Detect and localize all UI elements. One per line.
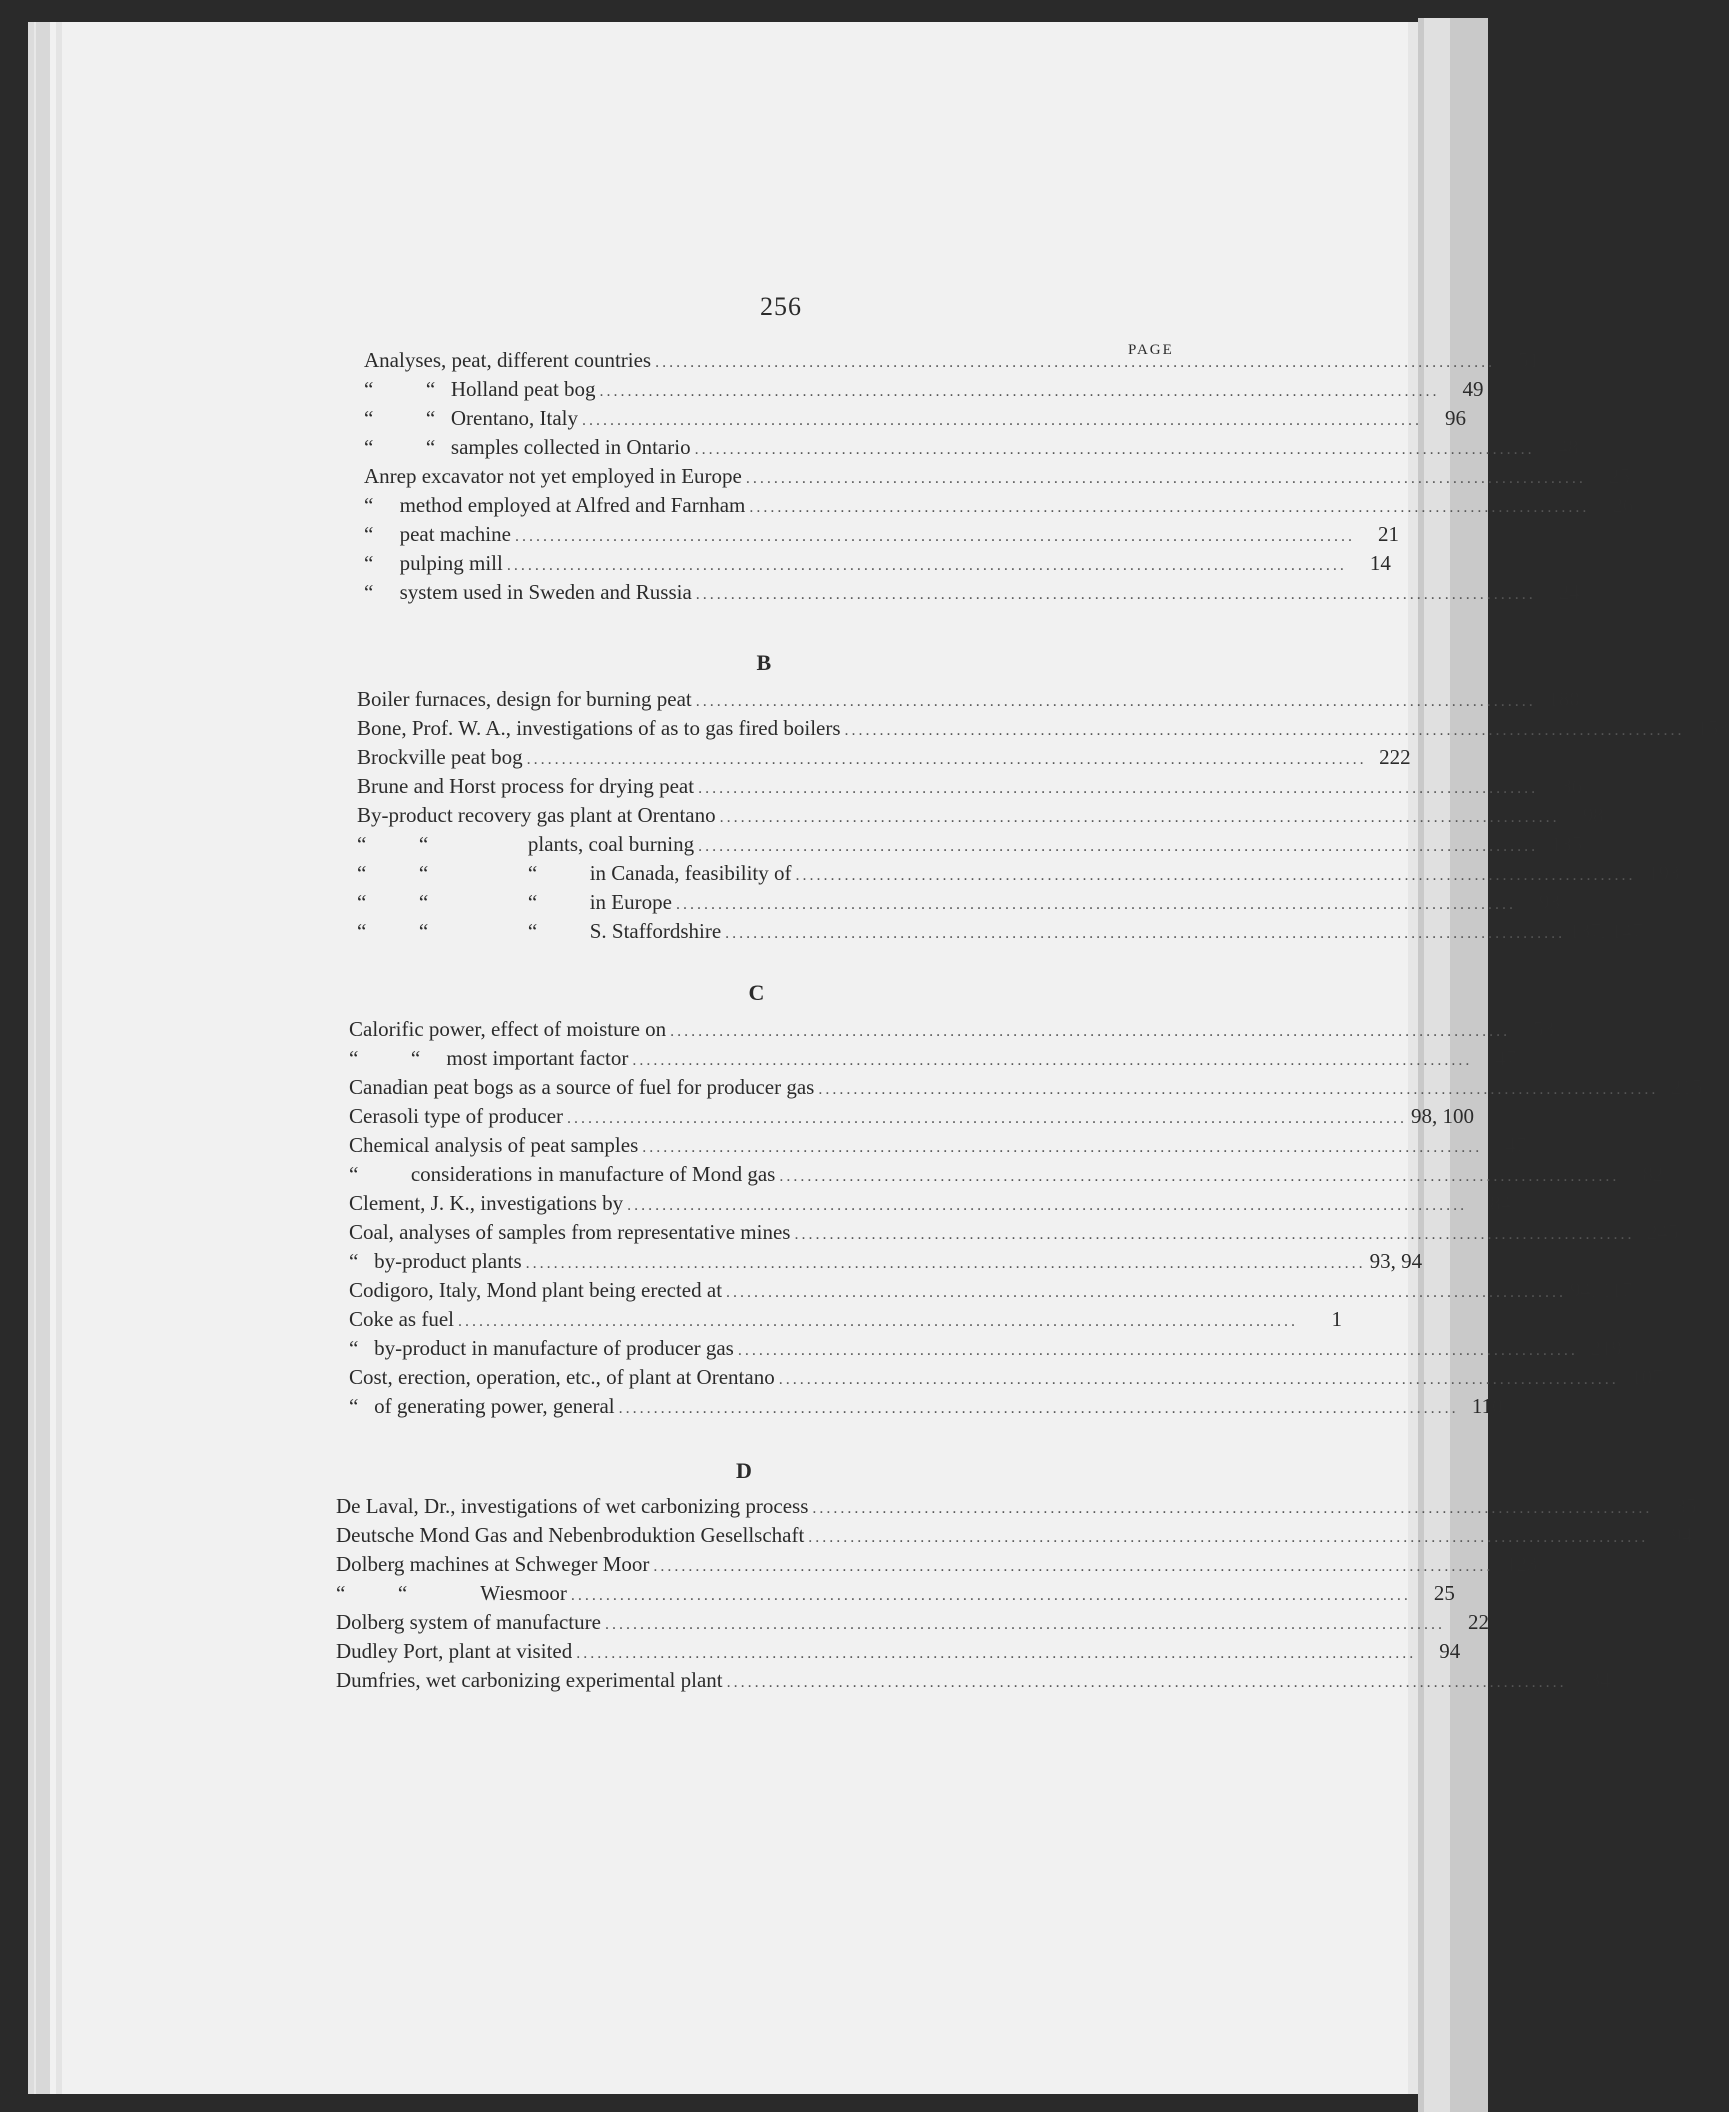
dot-leader: ........................................................................................................................ xyxy=(794,1226,1635,1243)
index-entry xyxy=(357,745,1411,771)
entry-page: 215 xyxy=(1670,1075,1703,1099)
dot-leader: ........................................................................................................................ xyxy=(604,1616,1445,1633)
dot-leader: ........................................................................................................................ xyxy=(726,1674,1567,1691)
dot-leader: ........................................................................................................................ xyxy=(576,1645,1417,1662)
index-entry xyxy=(349,1278,1633,1304)
entry-page: 53 xyxy=(1533,1017,1555,1041)
index-entry xyxy=(349,1249,1423,1275)
entry-text: Dumfries, wet carbonizing experimental plant xyxy=(336,1668,723,1692)
dot-leader: ........................................................................................................................ xyxy=(695,693,1536,710)
entry-page: 21 xyxy=(1377,522,1399,546)
index-entry xyxy=(357,861,1680,887)
index-entry xyxy=(364,493,1634,519)
index-entry xyxy=(357,687,1580,713)
dot-leader: ........................................................................................................................ xyxy=(514,528,1355,545)
entry-text: “ “ most important factor xyxy=(349,1046,629,1070)
entry-page: 1 xyxy=(1331,1307,1342,1331)
index-entry xyxy=(349,1133,1527,1159)
index-entry xyxy=(364,580,1580,606)
dot-leader: ........................................................................................................................ xyxy=(567,1110,1408,1127)
entry-text: “ of generating power, general xyxy=(349,1394,615,1418)
entry-page: 94 xyxy=(1439,1639,1461,1663)
dot-leader: ........................................................................................................................ xyxy=(655,354,1496,371)
entry-page: 47 xyxy=(1495,1046,1517,1070)
entry-text: “ system used in Sweden and Russia xyxy=(364,580,692,604)
entry-text: Clement, J. K., investigations by xyxy=(349,1191,624,1215)
dot-leader: ........................................................................................................................ xyxy=(582,412,1423,429)
dot-leader: ........................................................................................................................ xyxy=(698,838,1539,855)
entry-page: 222 xyxy=(1379,745,1411,769)
entry-text: Dolberg system of manufacture xyxy=(336,1610,601,1634)
index-entry xyxy=(336,1639,1461,1665)
page-edge-left-inner xyxy=(56,22,62,2094)
entry-text: Deutsche Mond Gas and Nebenbroduktion Gesellschaft xyxy=(336,1523,805,1547)
index-entry xyxy=(349,1017,1555,1043)
entry-text: Dudley Port, plant at visited xyxy=(336,1639,573,1663)
dot-leader: ........................................................................................................................ xyxy=(726,1284,1567,1301)
entry-text: Chemical analysis of peat samples xyxy=(349,1133,639,1157)
entry-text: Bone, Prof. W. A., investigations of as to gas fired boilers xyxy=(357,716,841,740)
entry-text: De Laval, Dr., investigations of wet carbonizing process xyxy=(336,1494,809,1518)
dot-leader: ........................................................................................................................ xyxy=(642,1139,1483,1156)
index-entry xyxy=(357,832,1583,858)
dot-leader: ........................................................................................................................ xyxy=(526,751,1367,768)
page-edge-left xyxy=(36,22,50,2094)
index-entry xyxy=(349,1336,1622,1362)
entry-text: Brune and Horst process for drying peat xyxy=(357,774,695,798)
dot-leader: ........................................................................................................................ xyxy=(812,1500,1653,1517)
entry-text: Codigoro, Italy, Mond plant being erected at xyxy=(349,1278,723,1302)
entry-text: “ “ plants, coal burning xyxy=(357,832,695,856)
index-entry xyxy=(364,348,1540,374)
entry-text: By-product recovery gas plant at Orentano xyxy=(357,803,716,827)
entry-text: “ peat machine xyxy=(364,522,511,546)
entry-page: 193 xyxy=(1648,861,1680,885)
entry-text: Brockville peat bog xyxy=(357,745,523,769)
index-entry xyxy=(349,1162,1664,1188)
entry-page: 107 xyxy=(1631,1365,1663,1389)
entry-page: 98, 100 xyxy=(1411,1104,1475,1128)
entry-text: “ “ “ S. Staffordshire xyxy=(357,919,722,943)
entry-text: Dolberg machines at Schweger Moor xyxy=(336,1552,650,1576)
entry-text: Anrep excavator not yet employed in Europe xyxy=(364,464,742,488)
entry-text: “ method employed at Alfred and Farnham xyxy=(364,493,746,517)
dot-leader: ........................................................................................................................ xyxy=(778,1371,1619,1388)
entry-page: 48 xyxy=(1557,435,1579,459)
index-entry xyxy=(349,1046,1517,1072)
index-entry xyxy=(349,1075,1703,1101)
index-entry xyxy=(364,377,1484,403)
dot-leader: ........................................................................................................................ xyxy=(457,1313,1298,1330)
section-letter-d: D xyxy=(736,1458,752,1483)
index-entry xyxy=(336,1494,1697,1520)
entry-page: 22 xyxy=(1467,1610,1489,1634)
index-entry xyxy=(364,464,1630,490)
index-entry xyxy=(357,803,1604,829)
entry-page: 35 xyxy=(1675,1494,1697,1518)
entry-text: “ by-product plants xyxy=(349,1249,522,1273)
entry-page: 25 xyxy=(1608,464,1630,488)
section-letter-c: C xyxy=(748,980,765,1005)
entry-text: Coal, analyses of samples from representative mines xyxy=(349,1220,791,1244)
index-entry xyxy=(357,774,1583,800)
dot-leader: ........................................................................................................................ xyxy=(675,896,1516,913)
index-entry xyxy=(364,435,1579,461)
dot-leader: ........................................................................................................................ xyxy=(525,1255,1366,1272)
entry-text: “ “ samples collected in Ontario xyxy=(364,435,691,459)
entry-page: 96 xyxy=(1445,406,1467,430)
entry-page: 49 xyxy=(1462,377,1484,401)
dot-leader: ........................................................................................................................ xyxy=(818,1081,1659,1098)
entry-page: 153 xyxy=(1697,716,1729,740)
entry-page: 36 xyxy=(1561,774,1583,798)
dot-leader: ........................................................................................................................ xyxy=(670,1023,1511,1040)
entry-text: “ considerations in manufacture of Mond gas xyxy=(349,1162,776,1186)
index-entry xyxy=(349,1104,1475,1130)
entry-page: 25 xyxy=(1433,1581,1455,1605)
index-entry xyxy=(364,406,1467,432)
dot-leader: ........................................................................................................................ xyxy=(694,441,1535,458)
dot-leader: ........................................................................................................................ xyxy=(844,722,1685,739)
index-entry xyxy=(349,1220,1679,1246)
index-entry xyxy=(349,1307,1342,1333)
entry-page: 94 xyxy=(1671,1523,1693,1547)
page-number: 256 xyxy=(760,292,802,321)
dot-leader: ........................................................................................................................ xyxy=(570,1587,1411,1604)
entry-text: Boiler furnaces, design for burning peat xyxy=(357,687,692,711)
entry-text: “ pulping mill xyxy=(364,551,503,575)
dot-leader: ........................................................................................................................ xyxy=(698,780,1539,797)
entry-text: “ “ Wiesmoor xyxy=(336,1581,567,1605)
section-letter-b: B xyxy=(756,650,772,675)
entry-page: 93, 94 xyxy=(1369,1249,1423,1273)
index-entry xyxy=(357,919,1643,945)
dot-leader: ........................................................................................................................ xyxy=(795,867,1636,884)
dot-leader: ........................................................................................................................ xyxy=(506,557,1347,574)
entry-page: 180 xyxy=(1548,687,1580,711)
index-entry xyxy=(336,1552,1538,1578)
index-entry xyxy=(349,1191,1512,1217)
dot-leader: ........................................................................................................................ xyxy=(653,1558,1494,1575)
dot-leader: ........................................................................................................................ xyxy=(749,499,1590,516)
dot-leader: ........................................................................................................................ xyxy=(599,383,1440,400)
entry-page: 123 xyxy=(1505,1552,1538,1576)
entry-page: 98 xyxy=(1582,803,1604,827)
entry-text: Cost, erection, operation, etc., of plant at Orentano xyxy=(349,1365,775,1389)
entry-page: 34 xyxy=(1589,1668,1611,1692)
dot-leader: ........................................................................................................................ xyxy=(695,586,1536,603)
entry-page: 82 xyxy=(1642,1162,1664,1186)
dot-leader: ........................................................................................................................ xyxy=(618,1400,1459,1417)
index-entry xyxy=(364,551,1391,577)
entry-page: 26 xyxy=(1612,493,1634,517)
index-entry xyxy=(349,1394,1503,1420)
entry-text: “ by-product in manufacture of producer gas xyxy=(349,1336,734,1360)
entry-page: 93 xyxy=(1538,890,1560,914)
entry-page: 94, 117 xyxy=(1570,1278,1633,1302)
entry-page: 14 xyxy=(1369,551,1391,575)
index-entry xyxy=(336,1668,1611,1694)
entry-text: Coke as fuel xyxy=(349,1307,454,1331)
index-entry xyxy=(336,1523,1693,1549)
entry-page: 51 xyxy=(1518,348,1540,372)
entry-page: 219 xyxy=(1590,1336,1622,1360)
entry-text: Calorific power, effect of moisture on xyxy=(349,1017,667,1041)
entry-page: 110 xyxy=(1471,1394,1503,1418)
entry-page: 245 xyxy=(1646,1220,1679,1244)
dot-leader: ........................................................................................................................ xyxy=(779,1168,1620,1185)
entry-text: Analyses, peat, different countries xyxy=(364,348,652,372)
dot-leader: ........................................................................................................................ xyxy=(632,1052,1473,1069)
entry-page: 137, 147 xyxy=(1569,919,1643,943)
entry-page: 24 xyxy=(1558,580,1580,604)
page-column-header: PAGE xyxy=(1128,342,1174,358)
entry-page: 84 xyxy=(1490,1191,1512,1215)
index-entry xyxy=(364,522,1399,548)
index-entry xyxy=(336,1610,1489,1636)
dot-leader: ........................................................................................................................ xyxy=(745,470,1586,487)
entry-text: “ “ “ in Europe xyxy=(357,890,672,914)
index-entry xyxy=(357,890,1560,916)
entry-text: Canadian peat bogs as a source of fuel for producer gas xyxy=(349,1075,815,1099)
dot-leader: ........................................................................................................................ xyxy=(719,809,1560,826)
dot-leader: ........................................................................................................................ xyxy=(627,1197,1468,1214)
index-entry xyxy=(349,1365,1663,1391)
dot-leader: ........................................................................................................................ xyxy=(737,1342,1578,1359)
entry-text: Cerasoli type of producer xyxy=(349,1104,564,1128)
dot-leader: ........................................................................................................................ xyxy=(808,1529,1649,1546)
entry-page: 135 xyxy=(1550,832,1583,856)
entry-text: “ “ Holland peat bog xyxy=(364,377,596,401)
entry-text: “ “ “ in Canada, feasibility of xyxy=(357,861,792,885)
index-entry xyxy=(336,1581,1455,1607)
index-entry xyxy=(357,716,1729,742)
entry-text: “ “ Orentano, Italy xyxy=(364,406,579,430)
dot-leader: ........................................................................................................................ xyxy=(725,925,1566,942)
entry-page: 47 xyxy=(1505,1133,1527,1157)
